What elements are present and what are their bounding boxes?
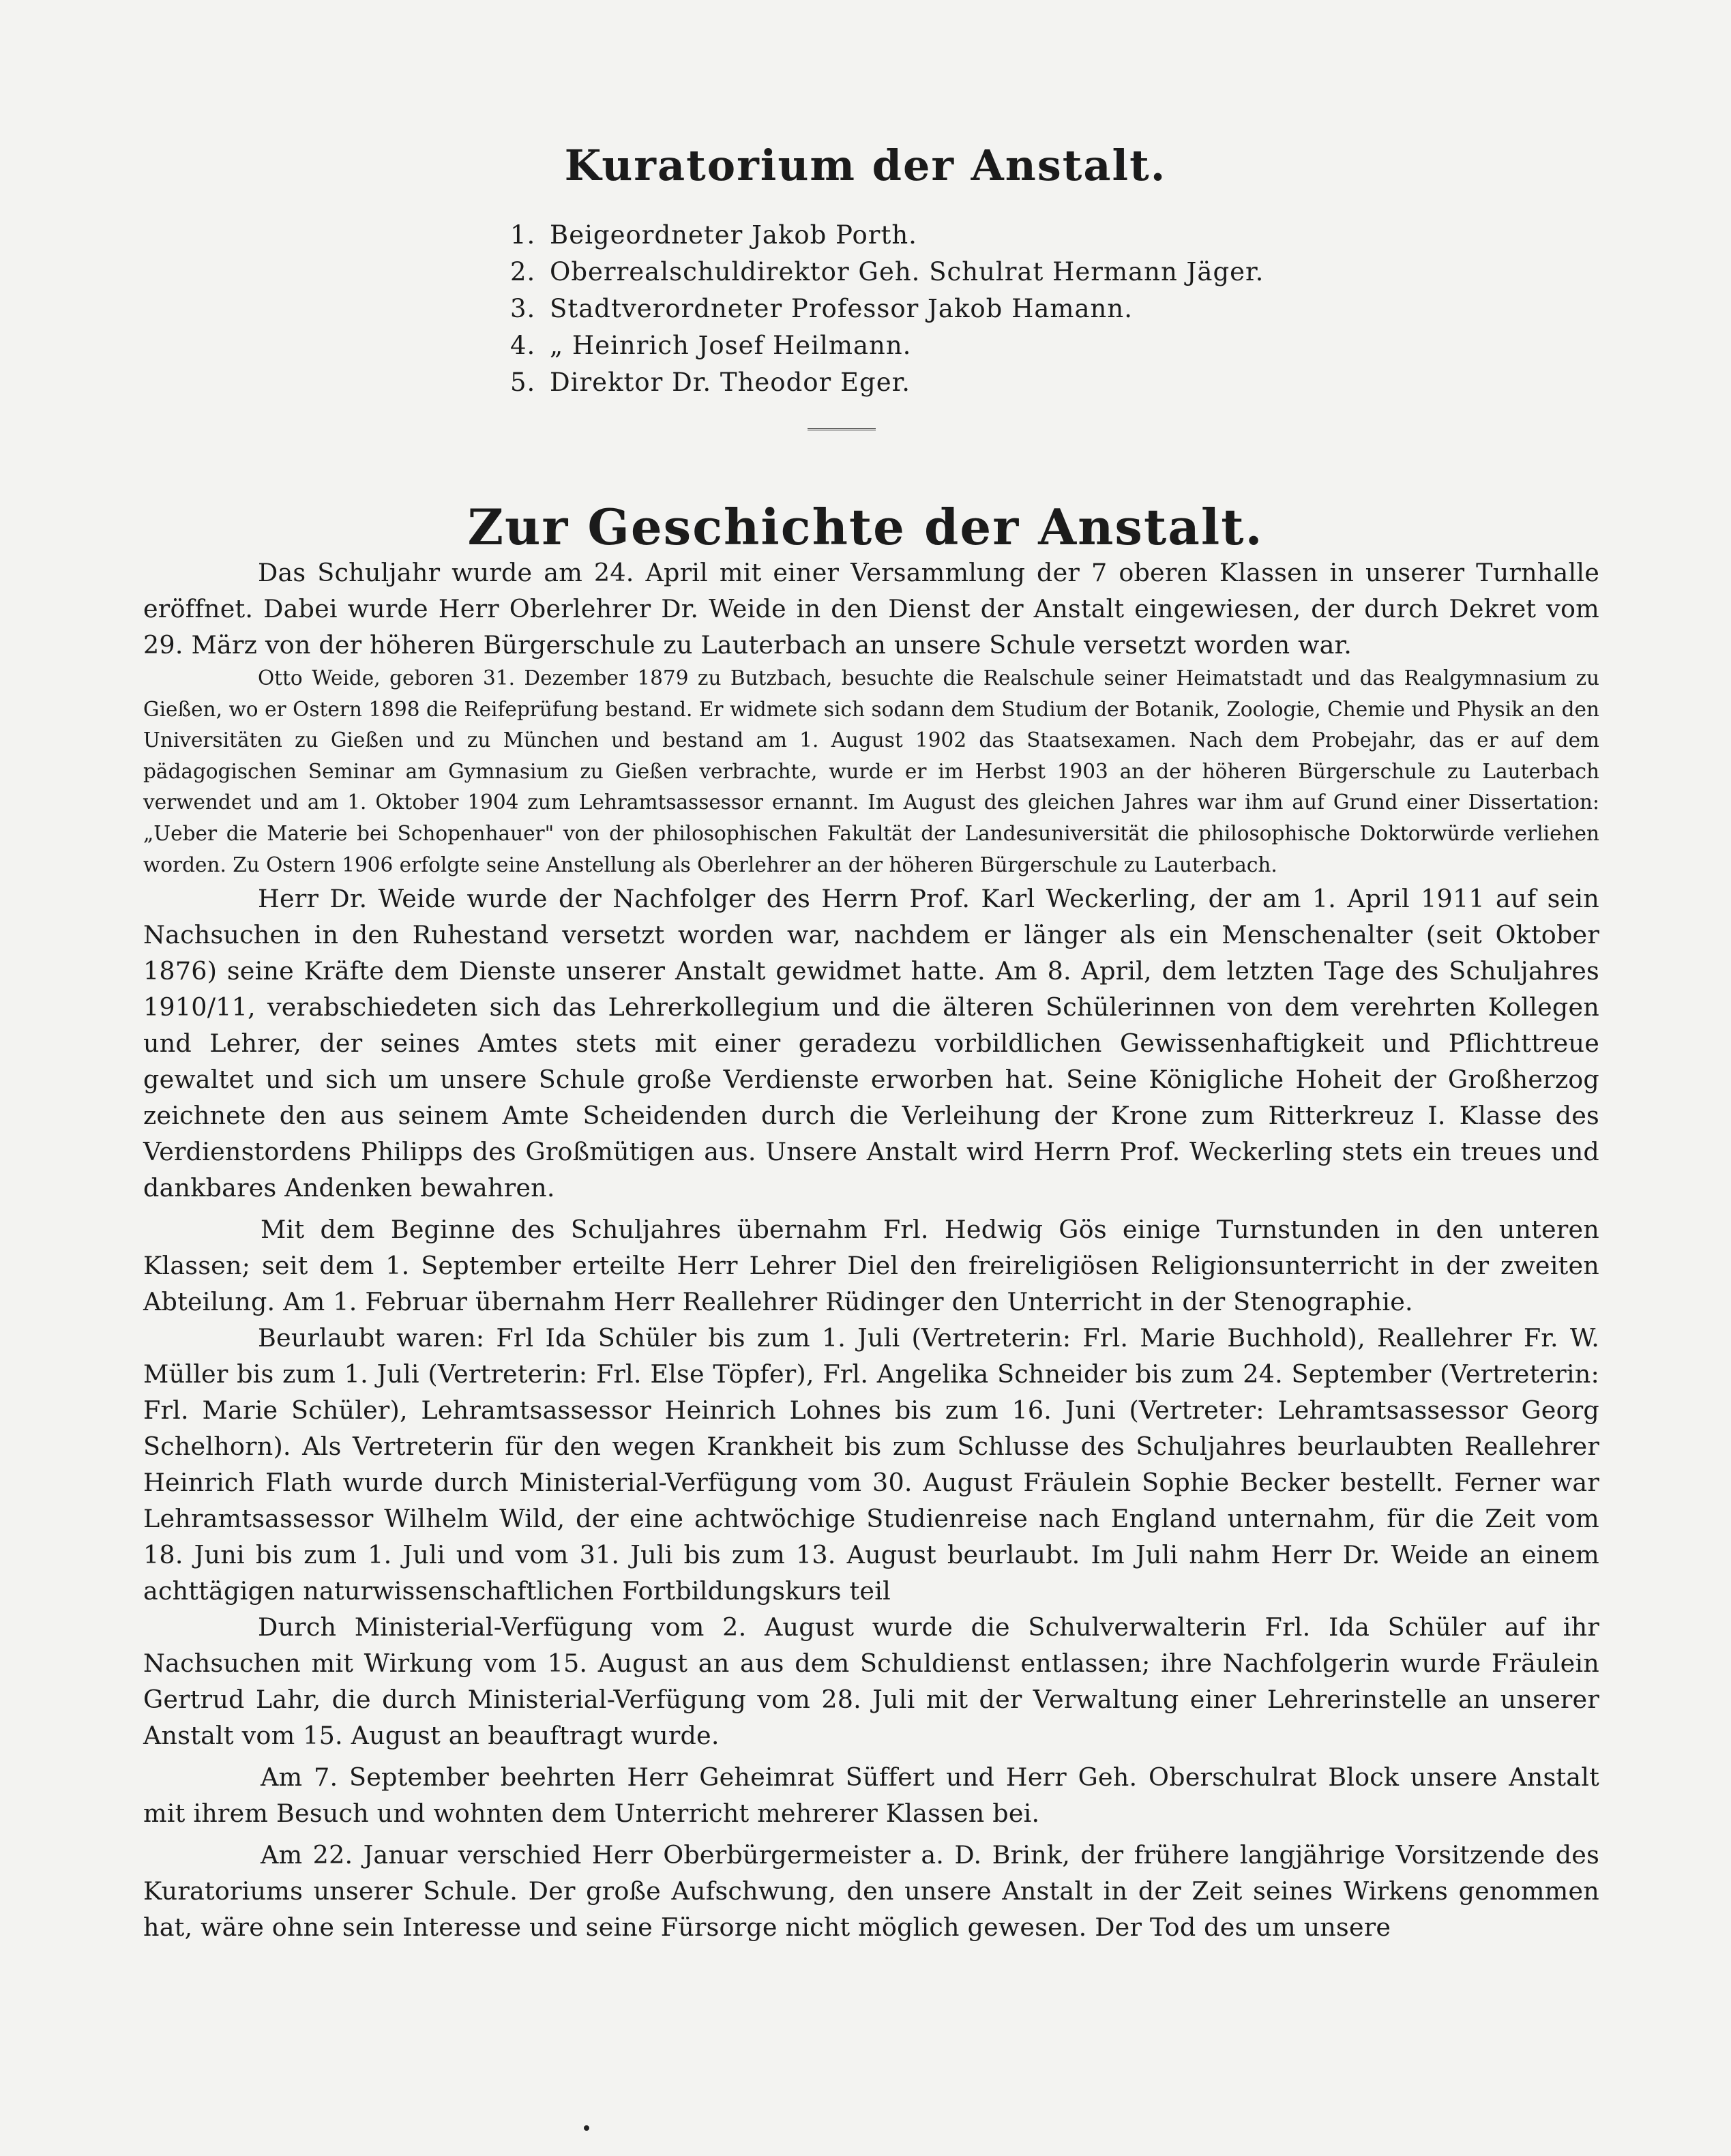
list-item: [510, 217, 1533, 254]
page-mark: [584, 2125, 589, 2131]
paragraph: Mit dem Beginne des Schuljahres übernahm Frl. Hedwig Gös einige Turnstunden in den unteren Klassen; seit dem 1. September erteilte Herr Lehrer Diel den freireligiösen Religionsunterricht in der zweiten Abteilung. Am 1. Februar übernahm Herr Reallehrer Rüdinger den Unterricht in der Stenographie.: [143, 1215, 1599, 1317]
list-number: 5.: [510, 368, 536, 397]
paragraph: Durch Ministerial-Verfügung vom 2. August wurde die Schulverwalterin Frl. Ida Schüler auf ihr Nachsuchen mit Wirkung vom 15. August an aus dem Schuldienst entlassen; ihre Nachfolgerin wurde Fräulein Gertrud Lahr, die durch Ministerial-Verfügung vom 28. Juli mit der Verwaltung einer Lehrerinstelle an unserer Anstalt vom 15. August an beauftragt wurde.: [143, 1612, 1599, 1751]
paragraph: Am 22. Januar verschied Herr Oberbürgermeister a. D. Brink, der frühere langjährige Vorsitzende des Kuratoriums unserer Schule. Der große Aufschwung, den unsere Anstalt in der Zeit seines Wirkens genommen hat, wäre ohne sein Interesse und seine Fürsorge nicht möglich gewesen. Der Tod des um unsere: [143, 1840, 1599, 1943]
divider-rule: [808, 428, 876, 430]
heading-geschichte: Zur Geschichte der Anstalt.: [467, 498, 1264, 556]
list-number: 1.: [510, 220, 536, 250]
list-item: [510, 364, 1533, 401]
paragraph: Herr Dr. Weide wurde der Nachfolger des Herrn Prof. Karl Weckerling, der am 1. April 1911 auf sein Nachsuchen in den Ruhestand versetzt worden war, nachdem er länger als ein Menschenalter (seit Oktober 1876) seine Kräfte dem Dienste unserer Anstalt gewidmet hatte. Am 8. April, dem letzten Tage des Schuljahres 1910/11, verabschiedeten sich das Lehrerkollegium und die älteren Schülerinnen von dem verehrten Kollegen und Lehrer, der seines Amtes stets mit einer geradezu vorbildlichen Gewissenhaftigkeit und Pflichttreue gewaltet und sich um unsere Schule große Verdienste erworben hat. Seine Königliche Hoheit der Großherzog zeichnete den aus seinem Amte Scheidenden durch die Verleihung der Krone zum Ritterkreuz I. Klasse des Verdienstordens Philipps des Großmütigen aus. Unsere Anstalt wird Herrn Prof. Weckerling stets ein treues und dankbares Andenken bewahren.: [143, 884, 1599, 1203]
list-text: Direktor Dr. Theodor Eger.: [550, 368, 911, 397]
list-item: [510, 327, 1533, 364]
paragraph: Beurlaubt waren: Frl Ida Schüler bis zum 1. Juli (Vertreterin: Frl. Marie Buchhold), Reallehrer Fr. W. Müller bis zum 1. Juli (Vertreterin: Frl. Else Töpfer), Frl. Angelika Schneider bis zum 24. September (Vertreterin: Frl. Marie Schüler), Lehramtsassessor Heinrich Lohnes bis zum 16. Juni (Vertreter: Lehramtsassessor Georg Schelhorn). Als Vertreterin für den wegen Krankheit bis zum Schlusse des Schuljahres beurlaubten Reallehrer Heinrich Flath wurde durch Ministerial-Verfügung vom 30. August Fräulein Sophie Becker bestellt. Ferner war Lehramtsassessor Wilhelm Wild, der eine achtwöchige Studienreise nach England unternahm, für die Zeit vom 18. Juni bis zum 1. Juli und vom 31. Juli bis zum 13. August beurlaubt. Im Juli nahm Herr Dr. Weide an einem achttägigen naturwissenschaftlichen Fortbildungskurs teil: [143, 1323, 1599, 1606]
list-text: Oberrealschuldirektor Geh. Schulrat Hermann Jäger.: [550, 257, 1264, 286]
list-item: [510, 254, 1533, 291]
list-text: „ Heinrich Josef Heilmann.: [550, 331, 912, 360]
body-text: [143, 555, 1599, 1945]
heading-kuratorium: Kuratorium der Anstalt.: [564, 141, 1167, 190]
kuratorium-list: [510, 217, 1533, 401]
list-text: Stadtverordneter Professor Jakob Hamann.: [550, 294, 1133, 323]
list-text: Beigeordneter Jakob Porth.: [550, 220, 917, 250]
list-number: 2.: [510, 257, 536, 286]
list-number: 3.: [510, 294, 536, 323]
biography-paragraph: Otto Weide, geboren 31. Dezember 1879 zu Butzbach, besuchte die Realschule seiner Heimatstadt und das Realgymnasium zu Gießen, wo er Ostern 1898 die Reifeprüfung bestand. Er widmete sich sodann dem Studium der Botanik, Zoologie, Chemie und Physik an den Universitäten zu Gießen und zu München und bestand am 1. August 1902 das Staatsexamen. Nach dem Probejahr, das er auf dem pädagogischen Seminar am Gymnasium zu Gießen verbrachte, wurde er im Herbst 1903 an der höheren Bürgerschule zu Lauterbach verwendet und am 1. Oktober 1904 zum Lehramtsassessor ernannt. Im August des gleichen Jahres war ihm auf Grund einer Dissertation: „Ueber die Materie bei Schopenhauer" von der philosophischen Fakultät der Landesuniversität die philosophische Doktorwürde verliehen worden. Zu Ostern 1906 erfolgte seine Anstellung als Oberlehrer an der höheren Bürgerschule zu Lauterbach.: [143, 666, 1599, 876]
list-number: 4.: [510, 331, 536, 360]
paragraph: Das Schuljahr wurde am 24. April mit einer Versammlung der 7 oberen Klassen in unserer Turnhalle eröffnet. Dabei wurde Herr Oberlehrer Dr. Weide in den Dienst der Anstalt eingewiesen, der durch Dekret vom 29. März von der höheren Bürgerschule zu Lauterbach an unsere Schule versetzt worden war.: [143, 558, 1599, 660]
paragraph: Am 7. September beehrten Herr Geheimrat Süffert und Herr Geh. Oberschulrat Block unsere Anstalt mit ihrem Besuch und wohnten dem Unterricht mehrerer Klassen bei.: [143, 1762, 1599, 1829]
list-item: [510, 291, 1533, 327]
